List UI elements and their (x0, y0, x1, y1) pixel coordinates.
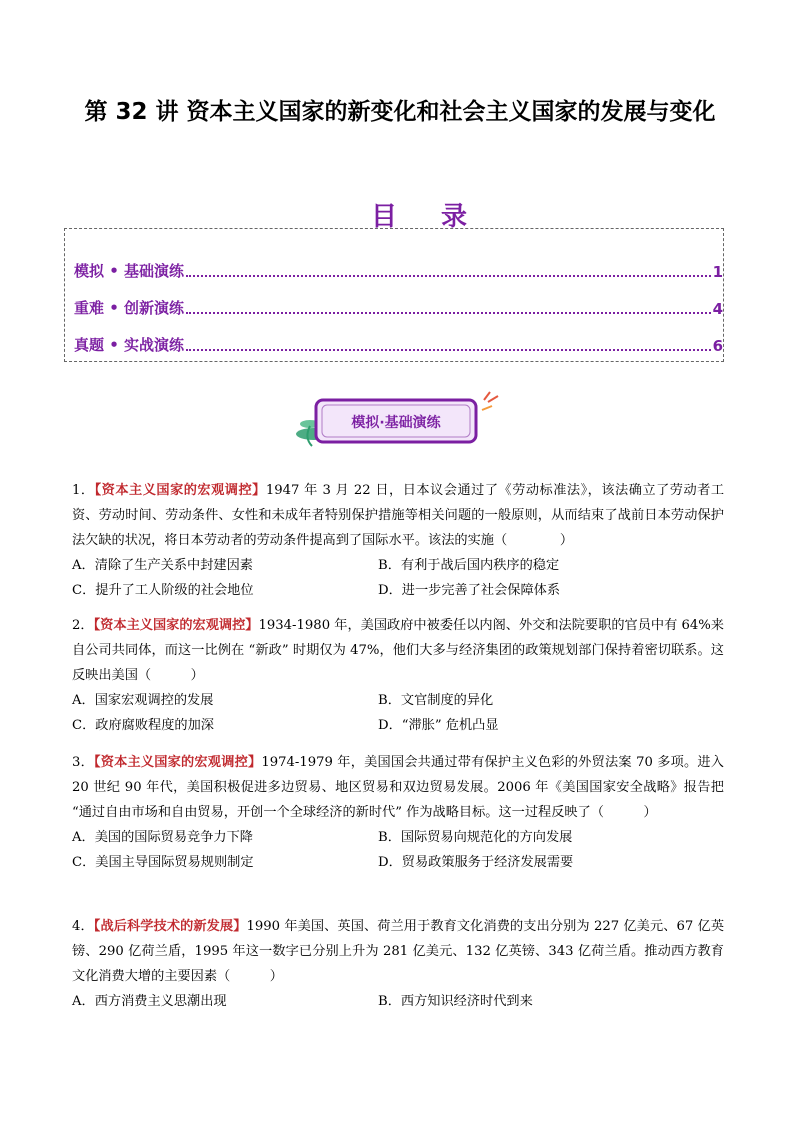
option-b[interactable]: B．有利于战后国内秩序的稳定 (378, 558, 560, 573)
question-options (72, 825, 724, 875)
toc-item-label: 模拟 • 基础演练 (74, 262, 185, 280)
option-c[interactable]: C．提升了工人阶级的社会地位 (72, 583, 254, 598)
question-options (72, 553, 724, 603)
toc-item-page: 6 (712, 337, 723, 355)
option-c[interactable]: C．政府腐败程度的加深 (72, 718, 214, 733)
question-tag: 【资本主义国家的宏观调控】 (94, 483, 266, 498)
section-badge-label: 模拟·基础演练 (351, 415, 441, 431)
toc-item-advanced[interactable] (74, 294, 723, 318)
option-c[interactable]: C．美国主导国际贸易规则制定 (72, 855, 254, 870)
toc-item-page: 4 (712, 300, 723, 318)
question-text: 1990 年美国、英国、荷兰用于教育文化消费的支出分别为 227 亿美元、67 亿英镑、290 亿荷兰盾，1995 年这一数字已分别上升为 281 亿美元、132 亿英镑、343 亿荷兰盾。推动西方教育文化消费大增的主要因素（ ） (72, 919, 725, 984)
option-a[interactable]: A．国家宏观调控的发展 (72, 693, 214, 708)
arrow-decoration-icon (482, 392, 498, 410)
question-number: 2． (72, 618, 94, 633)
table-of-contents (64, 228, 724, 362)
toc-item-page: 1 (712, 263, 723, 281)
question-3 (72, 750, 724, 875)
option-b[interactable]: B．西方知识经济时代到来 (378, 994, 533, 1009)
question-text: 1974-1979 年，美国国会共通过带有保护主义色彩的外贸法案 70 多项。进入 20 世纪 90 年代，美国积极促进多边贸易、地区贸易和双边贸易发展。2006 年《美国国家安全战略》报告把 “通过自由市场和自由贸易，开创一个全球经济的新时代” 作为战略目标。这一过程反映了（ ） (72, 755, 724, 820)
question-text: 1934-1980 年，美国政府中被委任以内阁、外交和法院要职的官员中有 64%来自公司共同体，而这一比例在 “新政” 时期仅为 47%，他们大多与经济集团的政策规划部门保持着密切联系。这反映出美国（ ） (72, 618, 724, 683)
toc-item-label: 真题 • 实战演练 (74, 336, 185, 354)
option-d[interactable]: D．进一步完善了社会保障体系 (378, 583, 561, 598)
question-2 (72, 613, 724, 738)
question-number: 4． (72, 919, 94, 934)
toc-leader-dots (186, 349, 711, 351)
option-a[interactable]: A．美国的国际贸易竞争力下降 (72, 830, 253, 845)
page-title: 第 32 讲 资本主义国家的新变化和社会主义国家的发展与变化 (84, 99, 716, 125)
option-a[interactable]: A．西方消费主义思潮出现 (72, 994, 227, 1009)
question-number: 1． (72, 483, 95, 498)
toc-item-basic[interactable] (74, 257, 723, 281)
question-tag: 【资本主义国家的宏观调控】 (93, 618, 259, 633)
question-options (72, 989, 724, 1014)
toc-leader-dots (186, 312, 711, 314)
toc-leader-dots (186, 275, 711, 277)
option-b[interactable]: B．国际贸易向规范化的方向发展 (378, 830, 573, 845)
question-tag: 【资本主义国家的宏观调控】 (93, 755, 262, 770)
option-b[interactable]: B．文官制度的异化 (378, 693, 494, 708)
question-options (72, 688, 724, 738)
toc-item-real-exam[interactable] (74, 331, 723, 355)
toc-heading: 目录 (370, 202, 511, 232)
question-number: 3． (72, 755, 94, 770)
question-1 (72, 478, 724, 603)
option-d[interactable]: D．“滞胀” 危机凸显 (378, 718, 499, 733)
question-tag: 【战后科学技术的新发展】 (93, 919, 247, 934)
option-a[interactable]: A．清除了生产关系中封建因素 (72, 558, 253, 573)
section-badge (290, 390, 502, 452)
question-text: 1947 年 3 月 22 日，日本议会通过了《劳动标准法》，该法确立了劳动者工资、劳动时间、劳动条件、女性和未成年者特别保护措施等相关问题的一般原则，从而结束了战前日本劳动保护法欠缺的状况，将日本劳动者的劳动条件提高到了国际水平。该法的实施（ ） (72, 483, 725, 548)
question-4 (72, 914, 724, 1014)
option-d[interactable]: D．贸易政策服务于经济发展需要 (378, 855, 574, 870)
toc-item-label: 重难 • 创新演练 (74, 299, 185, 317)
